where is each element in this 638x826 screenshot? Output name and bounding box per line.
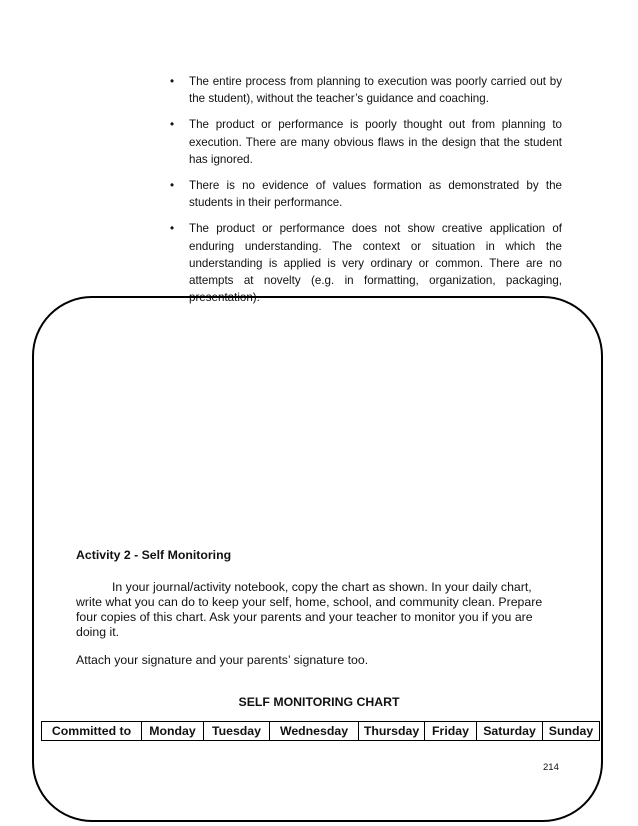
bullet-item [170, 220, 562, 306]
bullet-item [170, 73, 562, 107]
bullet-dot-icon: • [170, 118, 175, 132]
self-monitoring-chart-table [41, 721, 600, 741]
bullet-text: There is no evidence of values formation as demonstrated by the students in their performance. [189, 179, 562, 210]
page-number: 214 [543, 762, 559, 773]
column-header-committed-to: Committed to [42, 722, 142, 741]
column-header-tuesday: Tuesday [204, 722, 270, 741]
bullet-item [170, 116, 562, 168]
table-header-row [42, 722, 600, 741]
column-header-saturday: Saturday [477, 722, 543, 741]
bullet-text: The product or performance does not show creative application of enduring understanding. The context or situation in which the understanding is applied is very ordinary or common. There are no attempts at novelty (e.g. in formatting, organization, packaging, presentation). [189, 222, 562, 305]
column-header-thursday: Thursday [359, 722, 425, 741]
criteria-bullet-list [170, 73, 562, 315]
signature-instruction: Attach your signature and your parents’ signature too. [76, 653, 369, 667]
column-header-sunday: Sunday [543, 722, 600, 741]
bullet-dot-icon: • [170, 75, 175, 88]
bullet-item [170, 177, 562, 211]
column-header-monday: Monday [142, 722, 204, 741]
bullet-text: The entire process from planning to execution was poorly carried out by the student), without the teacher’s guidance and coaching. [189, 75, 562, 106]
column-header-friday: Friday [425, 722, 477, 741]
activity-title: Activity 2 - Self Monitoring [76, 548, 232, 562]
bullet-dot-icon: • [170, 179, 175, 193]
chart-title: SELF MONITORING CHART [238, 695, 400, 709]
bullet-text: The product or performance is poorly thought out from planning to execution. There are many obvious flaws in the design that the student has ignored. [189, 118, 562, 166]
activity-instructions: In your journal/activity notebook, copy the chart as shown. In your daily chart, write what you can do to keep your self, home, school, and community clean. Prepare four copies of this chart. Ask your parents and your teacher to monitor you if you are doing it. [76, 580, 543, 639]
column-header-wednesday: Wednesday [270, 722, 359, 741]
bullet-dot-icon: • [170, 222, 175, 236]
